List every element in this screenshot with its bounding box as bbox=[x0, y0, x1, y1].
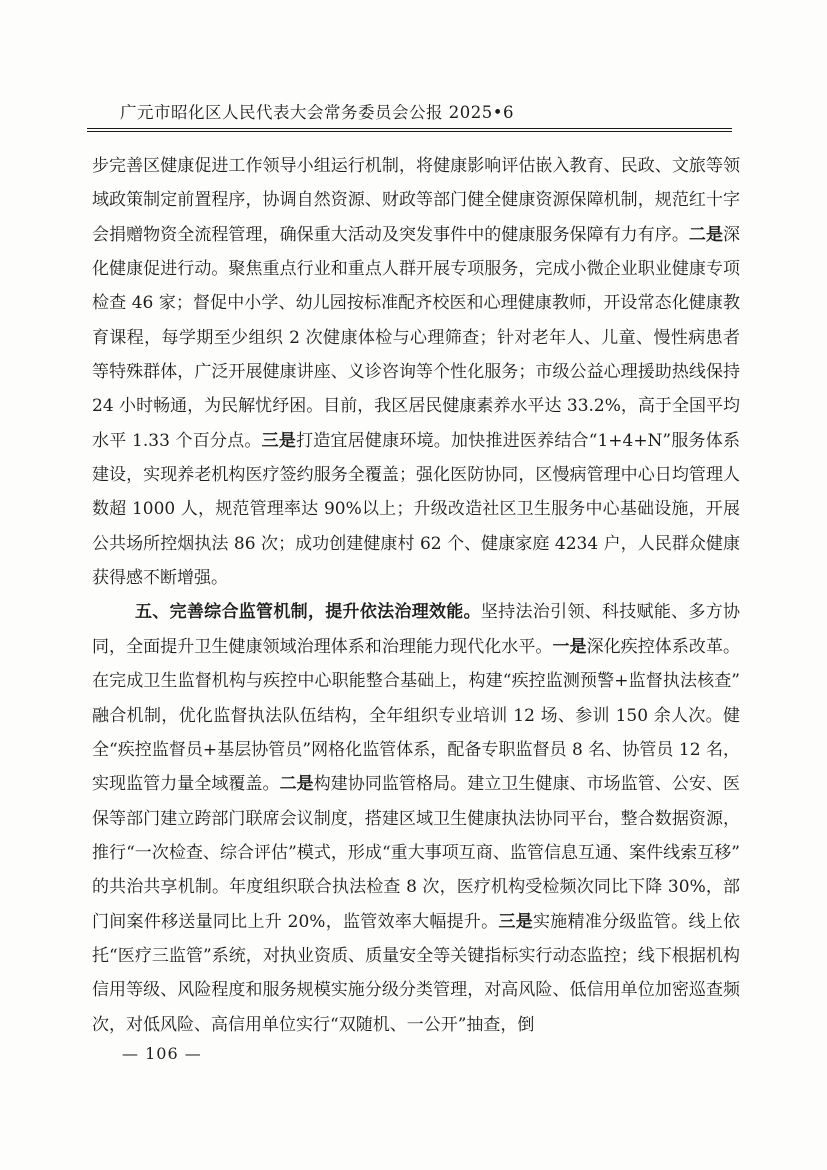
bold-run: 一是 bbox=[552, 636, 587, 657]
text-run: 深化健康促进行动。聚焦重点行业和重点人群开展专项服务，完成小微企业职业健康专项检查 46 家；督促中小学、幼儿园按标准配齐校医和心理健康教师，开设常态化健康教育课程，每学期至少组织 2 次健康体检与心理筛查；针对老年人、儿童、慢性病患者等特殊群体，广泛开展健康讲座、义诊咨询等个性化服务；市级公益心理援助热线保持 24 小时畅通，为民解忧纾困。目前，我区居民健康素养水平达 33.2%，高于全国平均水平 1.33 个百分点。 bbox=[92, 224, 740, 451]
bold-run: 二是 bbox=[279, 774, 314, 795]
bold-run: 五、完善综合监管机制，提升依法治理效能。 bbox=[135, 602, 481, 623]
document-body bbox=[92, 149, 740, 1042]
text-run: 步完善区健康促进工作领导小组运行机制，将健康影响评估嵌入教育、民政、文旅等领域政策制定前置程序，协调自然资源、财政等部门健全健康资源保障机制，规范红十字会捐赠物资全流程管理，确保重大活动及突发事件中的健康服务保障有力有序。 bbox=[92, 156, 740, 245]
header-double-rule bbox=[87, 128, 732, 132]
bold-run: 三是 bbox=[498, 911, 533, 932]
text-run: 实施精准分级监管。线上依托“医疗三监管”系统，对执业资质、质量安全等关键指标实行动态监控；线下根据机构信用等级、风险程度和服务规模实施分级分类管理，对高风险、低信用单位加密巡查频次，对低风险、高信用单位实行“双随机、一公开”抽查，倒 bbox=[92, 911, 740, 1035]
bold-run: 二是 bbox=[688, 224, 723, 245]
text-run: 打造宜居健康环境。加快推进医养结合“1+4+N”服务体系建设，实现养老机构医疗签约服务全覆盖；强化医防协同，区慢病管理中心日均管理人数超 1000 人，规范管理率达 90%以上；升级改造社区卫生服务中心基础设施，开展公共场所控烟执法 86 次；成功创建健康村 62 个、健康家庭 4234 户，人民群众健康获得感不断增强。 bbox=[92, 430, 740, 589]
page-number: — 106 — bbox=[122, 1044, 202, 1063]
bold-run: 三是 bbox=[261, 430, 297, 451]
text-run: 深化疾控体系改革。在完成卫生监督机构与疾控中心职能整合基础上，构建“疾控监测预警+监督执法核查”融合机制，优化监督执法队伍结构，全年组织专业培训 12 场、参训 150 余人次。健全“疾控监督员+基层协管员”网格化监管体系，配备专职监督员 8 名、协管员 12 名，实现监管力量全域覆盖。 bbox=[92, 636, 741, 795]
text-run: 坚持法治引领、科技赋能、多方协同，全面提升卫生健康领域治理体系和治理能力现代化水平。 bbox=[92, 602, 741, 657]
paragraph bbox=[92, 149, 740, 595]
text-run: 构建协同监管格局。建立卫生健康、市场监管、公安、医保等部门建立跨部门联席会议制度，搭建区域卫生健康执法协同平台，整合数据资源，推行“一次检查、综合评估”模式，形成“重大事项互商、监管信息互通、案件线索互移”的共治共享机制。年度组织联合执法检查 8 次，医疗机构受检频次同比下降 30%，部门间案件移送量同比上升 20%，监管效率大幅提升。 bbox=[92, 774, 741, 932]
gazette-header-title: 广元市昭化区人民代表大会常务委员会公报 2025•6 bbox=[120, 103, 514, 122]
paragraph bbox=[92, 595, 740, 1041]
